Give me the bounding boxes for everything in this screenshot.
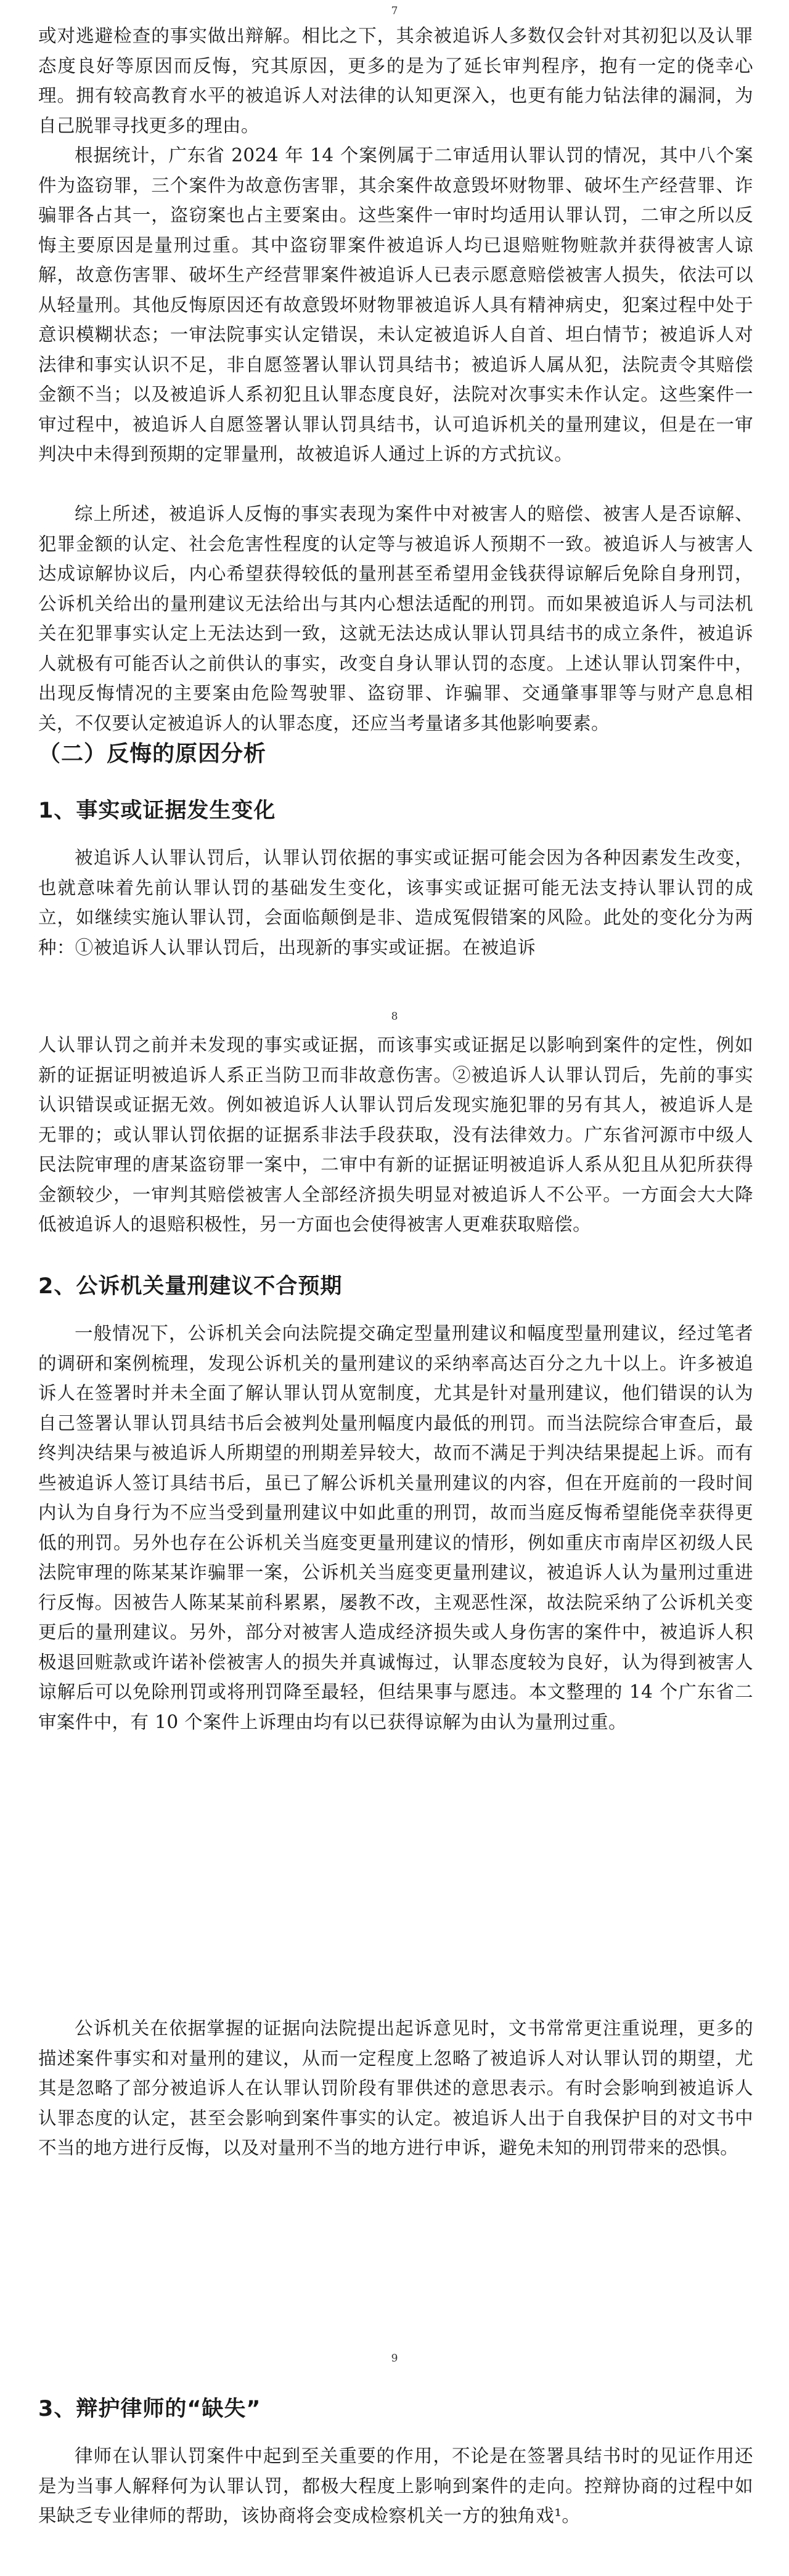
paragraph: 或对逃避检查的事实做出辩解。相比之下，其余被追诉人多数仅会针对其初犯以及认罪态度良好等原因而反悔，究其原因，更多的是为了延长审判程序，抱有一定的侥幸心理。拥有较高教育水平的被追诉人对法律的认知更深入，也更有能力钻法律的漏洞，为自己脱罪寻找更多的理由。 (38, 25, 753, 136)
subsection-heading: 2、公诉机关量刑建议不合预期 (38, 1274, 343, 1299)
paragraph: 公诉机关在依据掌握的证据向法院提出起诉意见时，文书常常更注重说理，更多的描述案件事实和对量刑的建议，从而一定程度上忽略了被追诉人对认罪认罚的期望，尤其是忽略了部分被追诉人在认罪认罚阶段有罪供述的意思表示。有时会影响到被追诉人认罪态度的认定，甚至会影响到案件事实的认定。被追诉人出于自我保护目的对文书中不当的地方进行反悔，以及对量刑不当的地方进行申诉，避免未知的刑罚带来的恐惧。 (38, 2018, 753, 2158)
paragraph: 人认罪认罚之前并未发现的事实或证据，而该事实或证据足以影响到案件的定性，例如新的证据证明被追诉人系正当防卫而非故意伤害。②被追诉人认罪认罚后，先前的事实认识错误或证据无效。例如被追诉人认罪认罚后发现实施犯罪的另有其人，被追诉人是无罪的；或认罪认罚依据的证据系非法手段获取，没有法律效力。广东省河源市中级人民法院审理的唐某盗窃罪一案中，二审中有新的证据证明被追诉人系从犯且从犯所获得金额较少，一审判其赔偿被害人全部经济损失明显对被追诉人不公平。一方面会大大降低被追诉人的退赔积极性，另一方面也会使得被害人更难获取赔偿。 (38, 1034, 753, 1235)
section-heading: （二）反悔的原因分析 (38, 741, 267, 766)
page-number: 9 (391, 2352, 398, 2365)
subsection-heading: 1、事实或证据发生变化 (38, 798, 276, 823)
paragraph: 一般情况下，公诉机关会向法院提交确定型量刑建议和幅度型量刑建议，经过笔者的调研和案例梳理，发现公诉机关的量刑建议的采纳率高达百分之九十以上。许多被追诉人在签署时并未全面了解认罪认罚从宽制度，尤其是针对量刑建议，他们错误的认为自己签署认罪认罚具结书后会被判处量刑幅度内最低的刑罚。而当法院综合审查后，最终判决结果与被追诉人所期望的刑期差异较大，故而不满足于判决结果提起上诉。而有些被追诉人签订具结书后，虽已了解公诉机关量刑建议的内容，但在开庭前的一段时间内认为自身行为不应当受到量刑建议中如此重的刑罚，故而当庭反悔希望能侥幸获得更低的刑罚。另外也存在公诉机关当庭变更量刑建议的情形，例如重庆市南岸区初级人民法院审理的陈某某诈骗罪一案，公诉机关当庭变更量刑建议，被追诉人认为量刑过重进行反悔。因被告人陈某某前科累累，屡教不改，主观恶性深，故法院采纳了公诉机关变更后的量刑建议。另外，部分对被害人造成经济损失或人身伤害的案件中，被追诉人积极退回赃款或许诺补偿被害人的损失并真诚悔过，认罪态度较为良好，认为得到被害人谅解后可以免除刑罚或将刑罚降至最轻，但结果事与愿违。本文整理的 14 个广东省二审案件中，有 10 个案件上诉理由均有以已获得谅解为由认为量刑过重。 (38, 1323, 753, 1733)
subsection-heading: 3、辩护律师的“缺失” (38, 2397, 261, 2421)
page-number: 7 (391, 5, 398, 17)
paragraph: 被追诉人认罪认罚后，认罪认罚依据的事实或证据可能会因为各种因素发生改变，也就意味着先前认罪认罚的基础发生变化，该事实或证据可能无法支持认罪认罚的成立，如继续实施认罪认罚，会面临颠倒是非、造成冤假错案的风险。此处的变化分为两种：①被追诉人认罪认罚后，出现新的事实或证据。在被追诉 (38, 847, 753, 958)
page-number: 8 (391, 1010, 398, 1023)
paragraph: 根据统计，广东省 2024 年 14 个案例属于二审适用认罪认罚的情况，其中八个案件为盗窃罪，三个案件为故意伤害罪，其余案件故意毁坏财物罪、破坏生产经营罪、诈骗罪各占其一，盗窃案也占主要案由。这些案件一审时均适用认罪认罚，二审之所以反悔主要原因是量刑过重。其中盗窃罪案件被追诉人均已退赔赃物赃款并获得被害人谅解，故意伤害罪、破坏生产经营罪案件被追诉人已表示愿意赔偿被害人损失，依法可以从轻量刑。其他反悔原因还有故意毁坏财物罪被追诉人具有精神病史，犯案过程中处于意识模糊状态；一审法院事实认定错误，未认定被追诉人自首、坦白情节；被追诉人对法律和事实认识不足，非自愿签署认罪认罚具结书；被追诉人属从犯，法院责令其赔偿金额不当；以及被追诉人系初犯且认罪态度良好，法院对次事实未作认定。这些案件一审过程中，被追诉人自愿签署认罪认罚具结书，认可追诉机关的量刑建议，但是在一审判决中未得到预期的定罪量刑，故被追诉人通过上诉的方式抗议。 (38, 145, 753, 465)
paragraph: 律师在认罪认罚案件中起到至关重要的作用，不论是在签署具结书时的见证作用还是为当事人解释何为认罪认罚，都极大程度上影响到案件的走向。控辩协商的过程中如果缺乏专业律师的帮助，该协商将会变成检察机关一方的独角戏¹。 (38, 2445, 753, 2526)
paragraph: 综上所述，被追诉人反悔的事实表现为案件中对被害人的赔偿、被害人是否谅解、犯罪金额的认定、社会危害性程度的认定等与被追诉人预期不一致。被追诉人与被害人达成谅解协议后，内心希望获得较低的量刑甚至希望用金钱获得谅解后免除自身刑罚，公诉机关给出的量刑建议无法给出与其内心想法适配的刑罚。而如果被追诉人与司法机关在犯罪事实认定上无法达到一致，这就无法达成认罪认罚具结书的成立条件，被追诉人就极有可能否认之前供认的事实，改变自身认罪认罚的态度。上述认罪认罚案件中，出现反悔情况的主要案由危险驾驶罪、盗窃罪、诈骗罪、交通肇事罪等与财产息息相关，不仅要认定被追诉人的认罪态度，还应当考量诸多其他影响要素。 (38, 503, 753, 734)
